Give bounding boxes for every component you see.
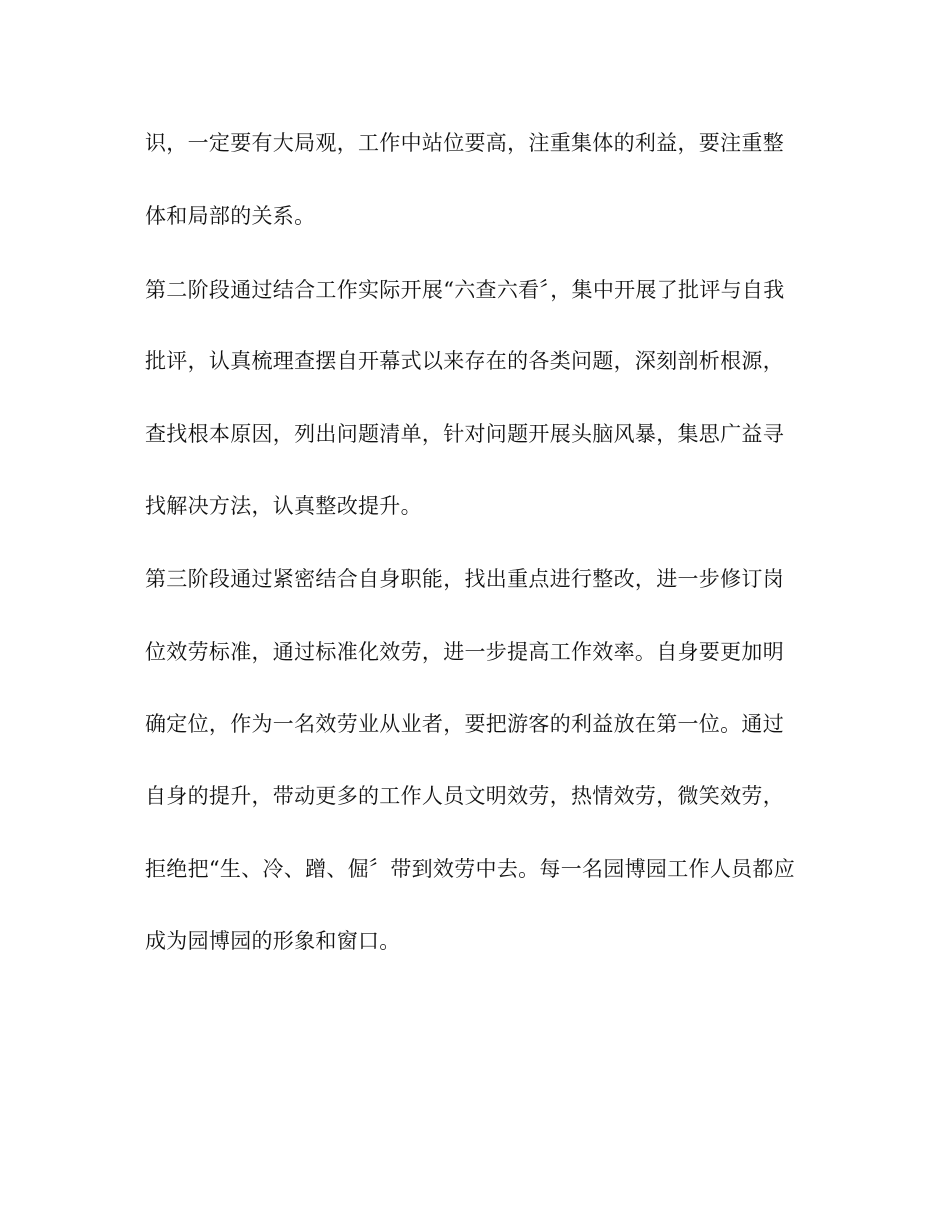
text-line: 第三阶段通过紧密结合自身职能，找出重点进行整改，进一步修订岗: [145, 567, 784, 591]
text-line: 第二阶段通过结合工作实际开展“六查六看〞，集中开展了批评与自我: [145, 278, 785, 302]
text-line: 找解决方法，认真整改提升。: [145, 494, 422, 518]
text-line: 自身的提升，带动更多的工作人员文明效劳，热情效劳，微笑效劳，: [145, 784, 784, 808]
text-line: 批评，认真梳理查摆自开幕式以来存在的各类问题，深刻剖析根源，: [145, 349, 784, 373]
text-line: 确定位，作为一名效劳业从业者，要把游客的利益放在第一位。通过: [145, 712, 784, 736]
text-line: 成为园博园的形象和窗口。: [145, 929, 401, 953]
text-line: 位效劳标准，通过标准化效劳，进一步提高工作效率。自身要更加明: [145, 640, 784, 664]
text-line: 识，一定要有大局观，工作中站位要高，注重集体的利益，要注重整: [145, 131, 784, 155]
text-line: 拒绝把“生、冷、蹭、倔〞带到效劳中去。每一名园博园工作人员都应: [145, 857, 796, 881]
text-line: 查找根本原因，列出问题清单，针对问题开展头脑风暴，集思广益寻: [145, 422, 784, 446]
text-line: 体和局部的关系。: [145, 204, 316, 228]
